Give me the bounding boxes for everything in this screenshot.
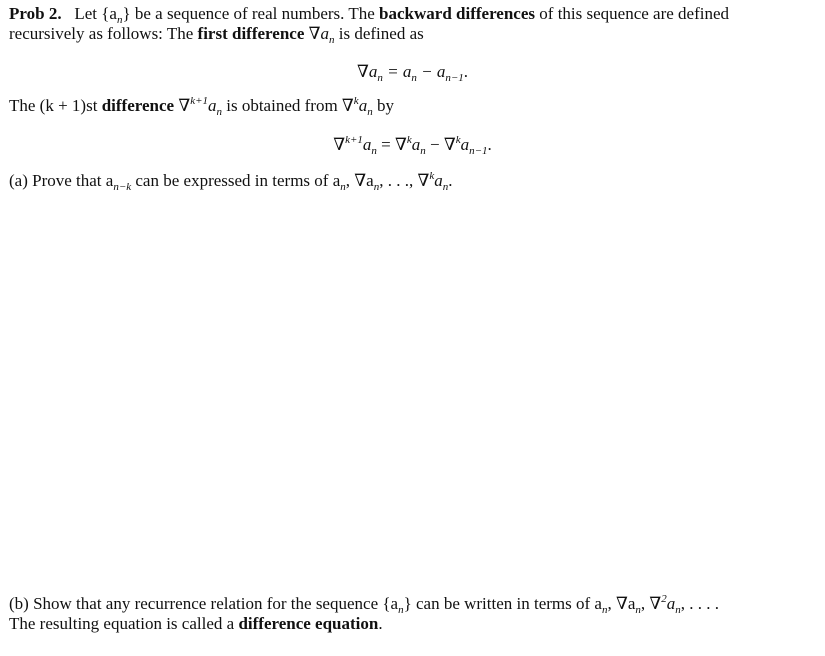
part-a-t3-sub: n: [373, 181, 380, 193]
line3-text-d: is obtained from ∇: [226, 96, 354, 115]
eq2-p4-sub: n: [420, 145, 426, 157]
equation-first-difference: [0, 61, 825, 83]
term-first-difference: first difference: [197, 24, 305, 43]
part-a-t5-sub: n: [442, 181, 449, 193]
eq1-minus-sub: n−1: [445, 72, 464, 84]
line3-sup: k+1: [190, 95, 208, 107]
part-b-t4: , ∇: [640, 594, 662, 613]
problem-k-difference-line: [9, 96, 394, 116]
part-b-t1: (b) Show that any recurrence relation for the sequence {a: [9, 594, 399, 613]
part-b-line2: The resulting equation is called a: [9, 614, 235, 633]
part-a-t1: (a) Prove that a: [9, 171, 114, 190]
eq1-end: .: [463, 62, 469, 81]
term-difference: difference: [101, 96, 175, 115]
line2-sub: n: [329, 34, 335, 46]
intro-text-3: of this sequence are defined: [539, 4, 730, 23]
part-a-t6: .: [448, 171, 453, 190]
problem-label: Prob 2.: [9, 4, 62, 23]
line2-text-a: recursively as follows: The: [9, 24, 194, 43]
eq2-p5-sup: k: [455, 134, 461, 146]
part-b-t4-sup: 2: [661, 593, 667, 605]
problem-intro-line-1: [9, 4, 729, 24]
part-b-question-line-1: [9, 594, 719, 614]
eq2-p4: a: [411, 135, 421, 154]
line3-e: a: [358, 96, 368, 115]
eq1-lhs: ∇a: [356, 62, 378, 81]
part-b-t5-sub: n: [675, 604, 681, 616]
part-b-t2: } can be written in terms of a: [403, 594, 602, 613]
eq2-p6: a: [460, 135, 470, 154]
eq1-lhs-sub: n: [377, 72, 383, 84]
eq2-p1-sup: k+1: [345, 134, 363, 146]
part-a-t5: a: [434, 171, 443, 190]
term-difference-equation: difference equation: [238, 614, 379, 633]
line3-a: a: [208, 96, 217, 115]
eq1-eq: = a: [382, 62, 412, 81]
part-b-end: .: [378, 614, 383, 633]
equation-k-difference: [0, 134, 825, 156]
part-a-t3: , ∇a: [345, 171, 374, 190]
line3-e-sub: n: [367, 106, 373, 118]
eq2-p3-sup: k: [406, 134, 412, 146]
eq1-eq-sub: n: [411, 72, 417, 84]
intro-text-2: } be a sequence of real numbers. The: [122, 4, 375, 23]
line3-text-a: The (k + 1)st: [9, 96, 98, 115]
eq2-p6-sub: n−1: [469, 145, 488, 157]
intro-sub-1: n: [116, 14, 123, 26]
part-b-t5: a: [666, 594, 676, 613]
line3-nabla: ∇: [178, 96, 191, 115]
problem-intro-line-2: [9, 24, 424, 44]
line3-a-sub: n: [216, 106, 222, 118]
intro-text-1: Let {a: [74, 4, 117, 23]
part-b-question-line-2: [9, 614, 383, 634]
eq2-end: .: [487, 135, 492, 154]
part-a-t2: can be expressed in terms of a: [135, 171, 341, 190]
line3-d-sup: k: [353, 95, 359, 107]
part-a-question: [9, 171, 452, 191]
part-a-t2-sub: n: [340, 181, 346, 193]
part-b-t3: , ∇a: [607, 594, 636, 613]
part-a-t4-sup: k: [429, 170, 435, 182]
eq2-p1: ∇: [333, 135, 346, 154]
part-a-t4: , . . ., ∇: [379, 171, 430, 190]
eq2-p5: − ∇: [425, 135, 456, 154]
part-b-t2-sub: n: [601, 604, 608, 616]
line2-nabla-a: ∇a: [308, 24, 329, 43]
eq2-p3: = ∇: [376, 135, 407, 154]
part-b-t1-sub: n: [398, 604, 404, 616]
part-b-t3-sub: n: [635, 604, 641, 616]
line2-text-c: is defined as: [338, 24, 424, 43]
line3-text-f: by: [376, 96, 394, 115]
eq1-minus: − a: [416, 62, 446, 81]
part-a-t1-sub: n−k: [113, 181, 132, 193]
part-b-t6: , . . . .: [680, 594, 720, 613]
eq2-p2: a: [362, 135, 372, 154]
term-backward-differences: backward differences: [379, 4, 536, 23]
eq2-p2-sub: n: [371, 145, 377, 157]
